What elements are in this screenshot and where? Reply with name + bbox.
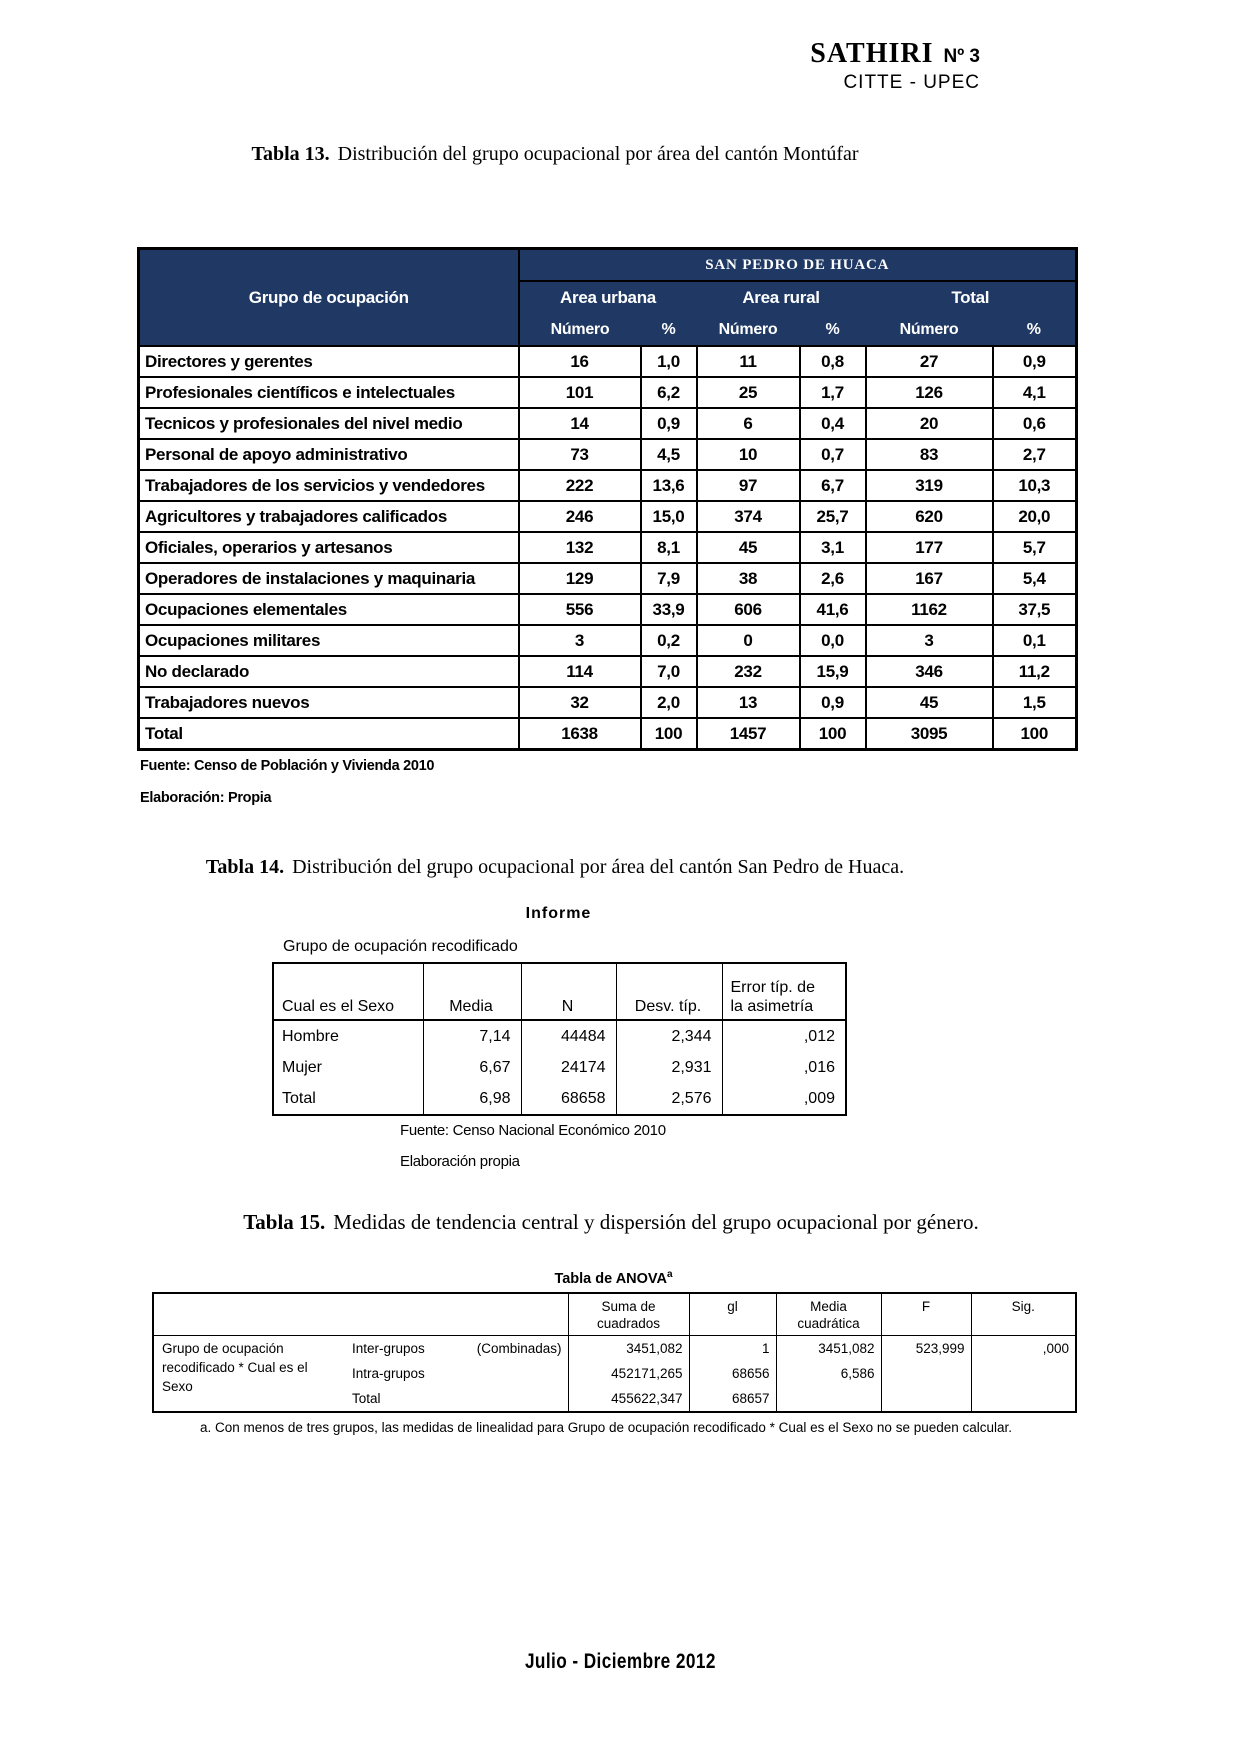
cell-value: 16 bbox=[519, 346, 641, 377]
cell-value: 556 bbox=[519, 594, 641, 625]
cell-value: 6,586 bbox=[776, 1361, 881, 1386]
cell-value: 2,6 bbox=[800, 563, 866, 594]
cell-value: 1,0 bbox=[641, 346, 697, 377]
table13-total-header: Total bbox=[866, 281, 1077, 314]
table15-media-header bbox=[776, 1293, 881, 1336]
cell-value: 68657 bbox=[689, 1386, 776, 1412]
table13-occupational-distribution bbox=[137, 247, 1078, 751]
cell-value: 222 bbox=[519, 470, 641, 501]
cell-value: 5,4 bbox=[993, 563, 1077, 594]
table13-source: Fuente: Censo de Población y Vivienda 2010 bbox=[140, 758, 435, 774]
cell-value: 114 bbox=[519, 656, 641, 687]
table13-area-urbana-header: Area urbana bbox=[519, 281, 697, 314]
cell-value: 452171,265 bbox=[568, 1361, 689, 1386]
cell-value: 0,0 bbox=[800, 625, 866, 656]
row-label: Profesionales científicos e intelectuales bbox=[139, 377, 519, 408]
row-label: No declarado bbox=[139, 656, 519, 687]
t13-body bbox=[139, 346, 1077, 750]
table-row bbox=[153, 1336, 1076, 1362]
cell-value: 13,6 bbox=[641, 470, 697, 501]
cell-value: 25 bbox=[697, 377, 800, 408]
cell-value: 6,7 bbox=[800, 470, 866, 501]
anova-footnote-marker: a bbox=[666, 1269, 673, 1280]
table15-f-header: F bbox=[881, 1293, 971, 1336]
cell-value bbox=[971, 1361, 1076, 1386]
row-label: Total bbox=[139, 718, 519, 750]
table14-desv-header: Desv. típ. bbox=[616, 963, 722, 1020]
row-label: Hombre bbox=[282, 1027, 339, 1045]
cell-value: 37,5 bbox=[993, 594, 1077, 625]
table13-group-column-header: Grupo de ocupación bbox=[139, 249, 519, 347]
row-label: Total bbox=[282, 1089, 316, 1107]
table-row bbox=[139, 439, 1077, 470]
table15-label: Tabla 15. bbox=[243, 1210, 326, 1234]
cell-value: 606 bbox=[697, 594, 800, 625]
masthead bbox=[810, 38, 980, 94]
cell-value: 41,6 bbox=[800, 594, 866, 625]
cell-value: 14 bbox=[519, 408, 641, 439]
cell-value: 3451,082 bbox=[568, 1336, 689, 1362]
table15-suma-header bbox=[568, 1293, 689, 1336]
cell-value: 4,1 bbox=[993, 377, 1077, 408]
table13-subheader-numero: Número bbox=[519, 314, 641, 346]
table13-caption bbox=[0, 143, 1110, 166]
row-label: Trabajadores nuevos bbox=[139, 687, 519, 718]
table14-report-title: Informe bbox=[525, 905, 592, 922]
cell-value: 1638 bbox=[519, 718, 641, 750]
cell-value: 455622,347 bbox=[568, 1386, 689, 1412]
cell-value: 0,9 bbox=[800, 687, 866, 718]
cell-value: 7,14 bbox=[423, 1020, 521, 1052]
table15-body bbox=[153, 1336, 1076, 1413]
cell-value: 44484 bbox=[521, 1020, 616, 1052]
error-header-line2: la asimetría bbox=[730, 998, 814, 1015]
suma-header-line2: cuadrados bbox=[596, 1316, 661, 1331]
table15-caption bbox=[0, 1210, 1222, 1235]
cell-value: 126 bbox=[866, 377, 993, 408]
footnote-marker: a. bbox=[200, 1420, 212, 1435]
cell-value: 3 bbox=[866, 625, 993, 656]
cell-value: 7,9 bbox=[641, 563, 697, 594]
table-row bbox=[139, 563, 1077, 594]
table14-error-header bbox=[722, 963, 846, 1020]
table13-header bbox=[139, 249, 1077, 347]
cell-value: 100 bbox=[800, 718, 866, 750]
table-row bbox=[139, 377, 1077, 408]
cell-value: 1162 bbox=[866, 594, 993, 625]
cell-value: 319 bbox=[866, 470, 993, 501]
cell-value: 1457 bbox=[697, 718, 800, 750]
row-label: Agricultores y trabajadores calificados bbox=[139, 501, 519, 532]
cell-value: 177 bbox=[866, 532, 993, 563]
cell-value: 2,576 bbox=[616, 1083, 722, 1115]
cell-value: 232 bbox=[697, 656, 800, 687]
table13-subheader-numero: Número bbox=[866, 314, 993, 346]
table-row bbox=[139, 656, 1077, 687]
cell-value: 24174 bbox=[521, 1052, 616, 1083]
cell-value: 620 bbox=[866, 501, 993, 532]
table13-subheader-pct: % bbox=[993, 314, 1077, 346]
cell-value bbox=[881, 1361, 971, 1386]
cell-value: 0,8 bbox=[800, 346, 866, 377]
table13-subheader-pct: % bbox=[641, 314, 697, 346]
cell-value: ,000 bbox=[971, 1336, 1076, 1362]
footnote-text: Con menos de tres grupos, las medidas de linealidad para Grupo de ocupación recodificado * Cual es el Sexo no se pueden calcular. bbox=[215, 1420, 1013, 1435]
table-row bbox=[273, 1083, 846, 1115]
cell-value: 33,9 bbox=[641, 594, 697, 625]
cell-value: 2,0 bbox=[641, 687, 697, 718]
table-row bbox=[139, 594, 1077, 625]
cell-value: ,012 bbox=[722, 1020, 846, 1052]
table13-subheader-pct: % bbox=[800, 314, 866, 346]
table14-informe bbox=[272, 962, 847, 1116]
table14-caption-text: Distribución del grupo ocupacional por área del cantón San Pedro de Huaca. bbox=[292, 856, 905, 878]
cell-value: 0 bbox=[697, 625, 800, 656]
table15-anova bbox=[152, 1292, 1077, 1413]
row-label: Tecnicos y profesionales del nivel medio bbox=[139, 408, 519, 439]
cell-value: 83 bbox=[866, 439, 993, 470]
table15-empty-header bbox=[153, 1293, 568, 1336]
cell-value: 523,999 bbox=[881, 1336, 971, 1362]
cell-value: 45 bbox=[866, 687, 993, 718]
cell-value: 68658 bbox=[521, 1083, 616, 1115]
table13-caption-text: Distribución del grupo ocupacional por área del cantón Montúfar bbox=[337, 143, 859, 165]
table13-subheader-numero: Número bbox=[697, 314, 800, 346]
cell-value: 0,7 bbox=[800, 439, 866, 470]
footer-text: Julio - Diciembre 2012 bbox=[524, 1650, 716, 1673]
cell-value bbox=[971, 1386, 1076, 1412]
row-label: Oficiales, operarios y artesanos bbox=[139, 532, 519, 563]
cell-value: 11,2 bbox=[993, 656, 1077, 687]
table14-media-header: Media bbox=[423, 963, 521, 1020]
table-row bbox=[139, 625, 1077, 656]
method-sublabel: (Combinadas) bbox=[476, 1341, 562, 1356]
method-cell bbox=[346, 1336, 568, 1362]
row-label: Personal de apoyo administrativo bbox=[139, 439, 519, 470]
cell-value: 73 bbox=[519, 439, 641, 470]
row-label: Directores y gerentes bbox=[139, 346, 519, 377]
cell-value: 3451,082 bbox=[776, 1336, 881, 1362]
cell-value: 346 bbox=[866, 656, 993, 687]
row-label: Trabajadores de los servicios y vendedores bbox=[139, 470, 519, 501]
suma-header-line1: Suma de bbox=[601, 1299, 656, 1314]
table15-footnote bbox=[200, 1418, 1102, 1437]
media-header-line2: cuadrática bbox=[797, 1316, 860, 1331]
table14-n-header: N bbox=[521, 963, 616, 1020]
table-row bbox=[139, 501, 1077, 532]
page-footer bbox=[0, 1650, 1240, 1674]
cell-value: 246 bbox=[519, 501, 641, 532]
cell-value: 0,4 bbox=[800, 408, 866, 439]
cell-value: 4,5 bbox=[641, 439, 697, 470]
table14-caption bbox=[0, 856, 1110, 879]
cell-value: ,016 bbox=[722, 1052, 846, 1083]
cell-value: 15,0 bbox=[641, 501, 697, 532]
media-header-line1: Media bbox=[810, 1299, 847, 1314]
table15-header bbox=[153, 1293, 1076, 1336]
table14-source: Fuente: Censo Nacional Económico 2010 bbox=[400, 1122, 666, 1139]
table15-anova-title bbox=[152, 1269, 1075, 1287]
table13-region-header: SAN PEDRO DE HUACA bbox=[519, 249, 1077, 282]
cell-value: 3,1 bbox=[800, 532, 866, 563]
table15-caption-text: Medidas de tendencia central y dispersión del grupo ocupacional por género. bbox=[333, 1210, 979, 1234]
cell-value: 97 bbox=[697, 470, 800, 501]
cell-value: 38 bbox=[697, 563, 800, 594]
row-label: Ocupaciones elementales bbox=[139, 594, 519, 625]
journal-organization: CITTE - UPEC bbox=[843, 72, 980, 93]
cell-value: 15,9 bbox=[800, 656, 866, 687]
cell-value: 1,5 bbox=[993, 687, 1077, 718]
cell-value: 100 bbox=[641, 718, 697, 750]
cell-value: 0,6 bbox=[993, 408, 1077, 439]
table13-area-rural-header: Area rural bbox=[697, 281, 866, 314]
cell-value: 3095 bbox=[866, 718, 993, 750]
table-row bbox=[273, 1052, 846, 1083]
t14-body bbox=[273, 1020, 846, 1115]
cell-value: 0,9 bbox=[993, 346, 1077, 377]
journal-title: SATHIRI bbox=[810, 38, 934, 69]
row-label: Mujer bbox=[282, 1058, 323, 1076]
cell-value: 167 bbox=[866, 563, 993, 594]
table15-gl-header: gl bbox=[689, 1293, 776, 1336]
error-header-line1: Error típ. de bbox=[730, 979, 815, 996]
cell-value: 11 bbox=[697, 346, 800, 377]
table-row bbox=[139, 346, 1077, 377]
cell-value: 2,7 bbox=[993, 439, 1077, 470]
journal-issue: Nº 3 bbox=[943, 46, 980, 67]
table13-total-row bbox=[139, 718, 1077, 750]
row-label: Operadores de instalaciones y maquinaria bbox=[139, 563, 519, 594]
cell-value: 0,1 bbox=[993, 625, 1077, 656]
cell-value: 6,98 bbox=[423, 1083, 521, 1115]
table14-variable-label: Grupo de ocupación recodificado bbox=[283, 938, 518, 955]
method-label: Inter-grupos bbox=[352, 1341, 425, 1356]
cell-value: 27 bbox=[866, 346, 993, 377]
table13-elaboration: Elaboración: Propia bbox=[140, 790, 272, 806]
cell-value: 32 bbox=[519, 687, 641, 718]
cell-value: 129 bbox=[519, 563, 641, 594]
cell-value: 13 bbox=[697, 687, 800, 718]
table14-header bbox=[273, 963, 846, 1020]
cell-value: 1 bbox=[689, 1336, 776, 1362]
table-row bbox=[139, 687, 1077, 718]
cell-value bbox=[776, 1386, 881, 1412]
cell-value: 2,931 bbox=[616, 1052, 722, 1083]
cell-value: 0,9 bbox=[641, 408, 697, 439]
cell-value: 20 bbox=[866, 408, 993, 439]
table-row bbox=[273, 1020, 846, 1052]
cell-value: 100 bbox=[993, 718, 1077, 750]
cell-value: 0,2 bbox=[641, 625, 697, 656]
cell-value: 6,2 bbox=[641, 377, 697, 408]
method-cell: Total bbox=[352, 1391, 381, 1406]
cell-value: ,009 bbox=[722, 1083, 846, 1115]
table-row bbox=[139, 532, 1077, 563]
cell-value: 25,7 bbox=[800, 501, 866, 532]
cell-value: 3 bbox=[519, 625, 641, 656]
table14-elaboration: Elaboración propia bbox=[400, 1153, 520, 1170]
cell-value: 8,1 bbox=[641, 532, 697, 563]
cell-value: 20,0 bbox=[993, 501, 1077, 532]
cell-value: 7,0 bbox=[641, 656, 697, 687]
cell-value: 10 bbox=[697, 439, 800, 470]
cell-value: 68656 bbox=[689, 1361, 776, 1386]
method-cell: Intra-grupos bbox=[352, 1366, 425, 1381]
table-row bbox=[139, 408, 1077, 439]
cell-value: 101 bbox=[519, 377, 641, 408]
cell-value: 1,7 bbox=[800, 377, 866, 408]
table-row bbox=[139, 470, 1077, 501]
cell-value: 374 bbox=[697, 501, 800, 532]
anova-title-text: Tabla de ANOVA bbox=[554, 1270, 667, 1287]
table14-label: Tabla 14. bbox=[205, 856, 285, 878]
cell-value: 45 bbox=[697, 532, 800, 563]
table15-row-variable: Grupo de ocupación recodificado * Cual es el Sexo bbox=[162, 1341, 308, 1394]
cell-value: 6,67 bbox=[423, 1052, 521, 1083]
cell-value: 2,344 bbox=[616, 1020, 722, 1052]
cell-value: 10,3 bbox=[993, 470, 1077, 501]
cell-value: 5,7 bbox=[993, 532, 1077, 563]
row-label: Ocupaciones militares bbox=[139, 625, 519, 656]
cell-value: 132 bbox=[519, 532, 641, 563]
cell-value bbox=[881, 1386, 971, 1412]
table15-sig-header: Sig. bbox=[971, 1293, 1076, 1336]
table13-label: Tabla 13. bbox=[251, 143, 330, 165]
cell-value: 6 bbox=[697, 408, 800, 439]
table14-sex-header: Cual es el Sexo bbox=[273, 963, 423, 1020]
